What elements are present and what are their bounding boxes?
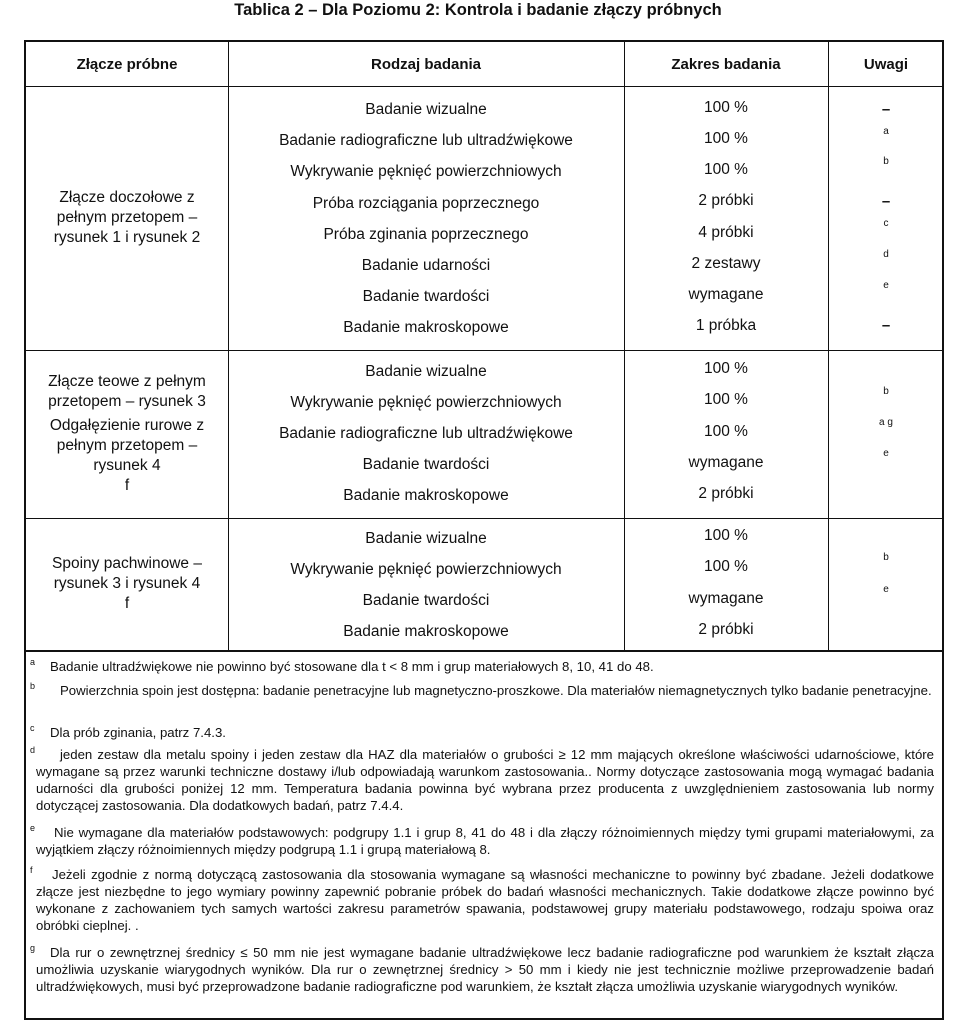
test-type: Badanie radiograficzne lub ultradźwiękowe	[279, 425, 573, 442]
test-type: Próba zginania poprzecznego	[323, 226, 529, 243]
test-scope: 100 %	[704, 130, 748, 147]
test-scope: 2 próbki	[698, 485, 754, 502]
joint-cell	[26, 350, 228, 518]
joint-line: Złącze teowe z pełnym	[48, 373, 206, 390]
joint-line: rysunek 4	[93, 457, 161, 474]
test-type: Badanie twardości	[362, 592, 490, 609]
joint-line: Złącze doczołowe z	[59, 189, 195, 206]
footnote	[30, 723, 934, 741]
test-scope: 100 %	[704, 99, 748, 116]
footnote-text: Nie wymagane dla materiałów podstawowych: podgrupy 1.1 i grup 8, 41 do 48 i dla złączy różnoimiennych między tymi grupami materiałowymi, za wyjątkiem złączy różnoimiennych między podgrupą 1.1 i grupą materiałową 8.	[36, 825, 934, 857]
joint-line: Odgałęzienie rurowe z	[49, 417, 205, 434]
test-scope: 100 %	[704, 360, 748, 377]
joint-line: rysunek 3 i rysunek 4	[53, 575, 201, 592]
remark: a	[883, 126, 889, 137]
joint-line: Spoiny pachwinowe –	[52, 555, 202, 572]
test-scope: 100 %	[704, 527, 748, 544]
remark: –	[881, 193, 891, 210]
test-type: Próba rozciągania poprzecznego	[312, 195, 540, 212]
joint-line: rysunek 1 i rysunek 2	[53, 229, 201, 246]
footnote-mark: g	[30, 943, 36, 953]
test-scope: 100 %	[704, 423, 748, 440]
test-type: Badanie wizualne	[365, 363, 487, 380]
footnote-mark: e	[30, 823, 36, 833]
remark: b	[883, 386, 889, 397]
footnote-mark: a	[30, 657, 36, 667]
footnote-mark: c	[30, 723, 35, 733]
joint-cell	[26, 518, 228, 650]
header-test-type: Rodzaj badania	[370, 55, 482, 73]
footnote-text: Jeżeli zgodnie z normą dotyczącą zastosowania dla stosowania wymagane są własności mechaniczne to powinny być zbadane. Jeżeli dodatkowe złącze jest niezbędne to jego wymiary powinny zapewnić pobranie próbek do badań własności mechanicznych. Takie dodatkowe złącze powinno być wykonane z zachowaniem tych samych wartości zakresu parametrów spawania, podstawowej grupy materiału podstawowego, rodzaju spoiwa oraz obróbki cieplnej. .	[36, 867, 934, 933]
remark: c	[883, 218, 889, 229]
test-type: Badanie makroskopowe	[343, 623, 509, 640]
header-test-scope: Zakres badania	[671, 55, 781, 73]
test-type: Badanie makroskopowe	[343, 487, 509, 504]
footnote	[30, 745, 934, 814]
test-type: Badanie twardości	[362, 456, 490, 473]
remark: e	[883, 280, 889, 291]
test-type: Badanie wizualne	[365, 101, 487, 118]
remark: –	[881, 317, 891, 334]
test-scope: 100 %	[704, 161, 748, 178]
test-scope: 100 %	[704, 391, 748, 408]
joint-line: przetopem – rysunek 3	[48, 393, 206, 410]
footnote	[30, 823, 934, 858]
test-type: Wykrywanie pęknięć powierzchniowych	[290, 163, 562, 180]
footnote-mark: d	[30, 745, 36, 755]
footnote-ref: f	[124, 595, 130, 612]
footnote	[30, 681, 934, 699]
test-scope: 4 próbki	[698, 224, 754, 241]
footnote-mark: f	[30, 865, 33, 875]
test-type: Badanie wizualne	[365, 530, 487, 547]
remark: e	[883, 584, 889, 595]
remark: b	[883, 552, 889, 563]
test-scope: wymagane	[688, 286, 764, 303]
test-scope: 100 %	[704, 558, 748, 575]
footnote-text: Dla rur o zewnętrznej średnicy ≤ 50 mm nie jest wymagane badanie ultradźwiękowe lecz badanie radiograficzne pod warunkiem że kształt złącza umożliwia uzyskanie wiarygodnych wyników. Dla rur o zewnętrznej średnicy > 50 mm i kiedy nie jest technicznie możliwe przeprowadzenie badań ultradźwiękowych, musi być przeprowadzone badanie radiograficzne pod warunkiem, że kształt złącza umożliwia uzyskanie wiarygodnych wyników.	[36, 945, 934, 994]
test-type: Wykrywanie pęknięć powierzchniowych	[290, 394, 562, 411]
test-type: Badanie radiograficzne lub ultradźwiękowe	[279, 132, 573, 149]
joint-cell	[26, 86, 228, 350]
footnotes-box	[24, 652, 944, 1020]
test-type: Badanie udarności	[361, 257, 491, 274]
footnote-text: jeden zestaw dla metalu spoiny i jeden zestaw dla HAZ dla materiałów o grubości ≥ 12 mm mających określone właściwości udarnościowe, które wymagane są przez warunki techniczne dostawy i/lub odpowiadają warunkom zastosowania.. Normy dotyczące zastosowania mogą wymagać badania udarności dla grubości poniżej 12 mm. Temperatura badania powinna być wybrana przez producenta z uwzględnieniem zastosowania lub normy dotyczącej zastosowania. Dla dodatkowych badań, patrz 7.4.4.	[36, 747, 934, 813]
test-scope: wymagane	[688, 590, 764, 607]
header-test-joint: Złącze próbne	[76, 55, 178, 73]
test-table	[24, 40, 944, 652]
footnote	[30, 943, 934, 995]
test-scope: 2 zestawy	[691, 255, 761, 272]
joint-line: pełnym przetopem –	[56, 437, 198, 454]
table-title: Tablica 2 – Dla Poziomu 2: Kontrola i badanie złączy próbnych	[234, 1, 722, 19]
test-scope: wymagane	[688, 454, 764, 471]
footnote	[30, 865, 934, 934]
footnote-mark: b	[30, 681, 36, 691]
test-type: Badanie makroskopowe	[343, 319, 509, 336]
remark: e	[883, 448, 889, 459]
remark: a g	[879, 417, 893, 428]
footnote-text: Badanie ultradźwiękowe nie powinno być stosowane dla t < 8 mm i grup materiałowych 8, 10, 41 do 48.	[50, 659, 654, 674]
test-type: Badanie twardości	[362, 288, 490, 305]
remark: d	[883, 249, 889, 260]
test-type: Wykrywanie pęknięć powierzchniowych	[290, 561, 562, 578]
footnote-ref: f	[124, 477, 130, 494]
header-remarks: Uwagi	[863, 55, 909, 73]
remark: –	[881, 101, 891, 118]
footnote-text: Powierzchnia spoin jest dostępna: badanie penetracyjne lub magnetyczno-proszkowe. Dla materiałów niemagnetycznych tylko badanie penetracyjne.	[60, 683, 932, 698]
joint-line: pełnym przetopem –	[56, 209, 198, 226]
remark: b	[883, 156, 889, 167]
test-scope: 2 próbki	[698, 192, 754, 209]
footnote-text: Dla prób zginania, patrz 7.4.3.	[50, 725, 226, 740]
test-scope: 2 próbki	[698, 621, 754, 638]
footnote	[30, 657, 934, 675]
test-scope: 1 próbka	[695, 317, 757, 334]
